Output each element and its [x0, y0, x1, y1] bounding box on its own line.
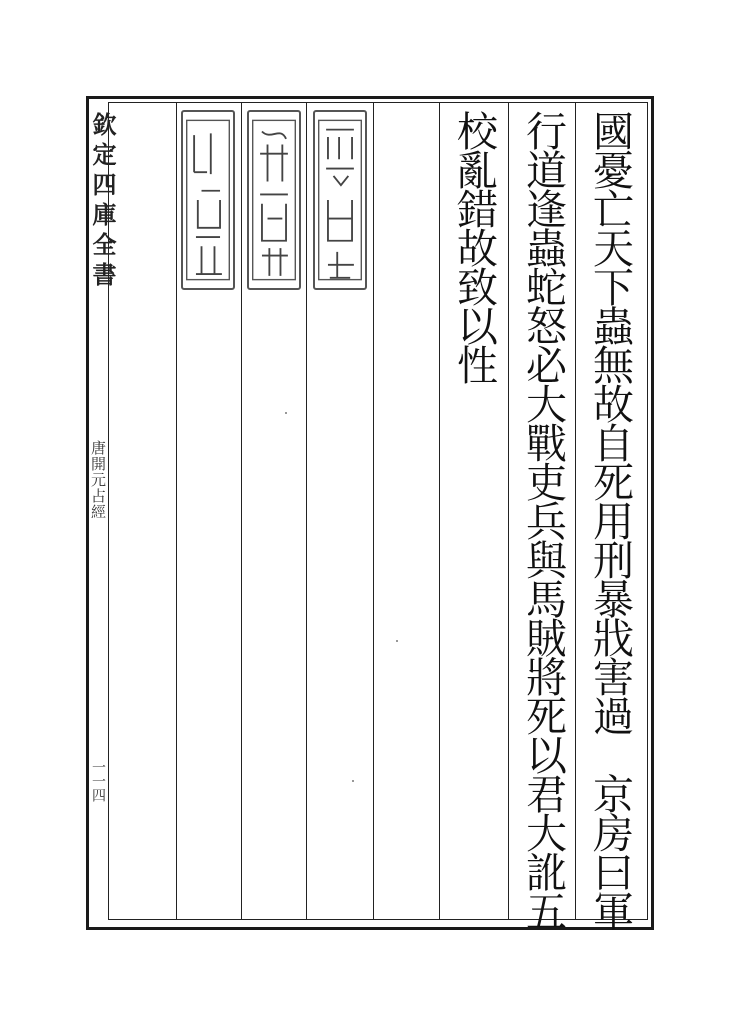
column-rule — [439, 102, 440, 920]
column-rule — [176, 102, 177, 920]
seal-stamp-3 — [313, 110, 367, 290]
seal-2-graphic — [249, 112, 299, 288]
column-rule — [508, 102, 509, 920]
speck — [396, 640, 398, 642]
text-column-1: 國憂亡天下蟲無故自死用刑暴戕害過 京房曰軍 — [586, 110, 634, 929]
column-rule — [306, 102, 307, 920]
seal-stamp-2 — [247, 110, 301, 290]
seal-stamp-1 — [181, 110, 235, 290]
column-rule — [241, 102, 242, 920]
fish-tail-glyphs: 欽定四庫全書 — [88, 112, 117, 292]
margin-page-number: 一一四 — [90, 760, 106, 802]
seal-1-graphic — [183, 112, 233, 288]
text-column-2: 行道逢蟲蛇怒必大戰吏兵與馬賊將死以君大訛五 — [519, 110, 567, 929]
column-rule — [373, 102, 374, 920]
margin-book-title: 唐開元占經 — [89, 440, 107, 520]
speck — [285, 412, 287, 414]
text-column-3: 校亂錯故致以性 — [450, 110, 498, 383]
seal-3-graphic — [315, 112, 365, 288]
margin-block-fish-tail — [88, 112, 117, 292]
speck — [352, 780, 354, 782]
column-rule — [575, 102, 576, 920]
